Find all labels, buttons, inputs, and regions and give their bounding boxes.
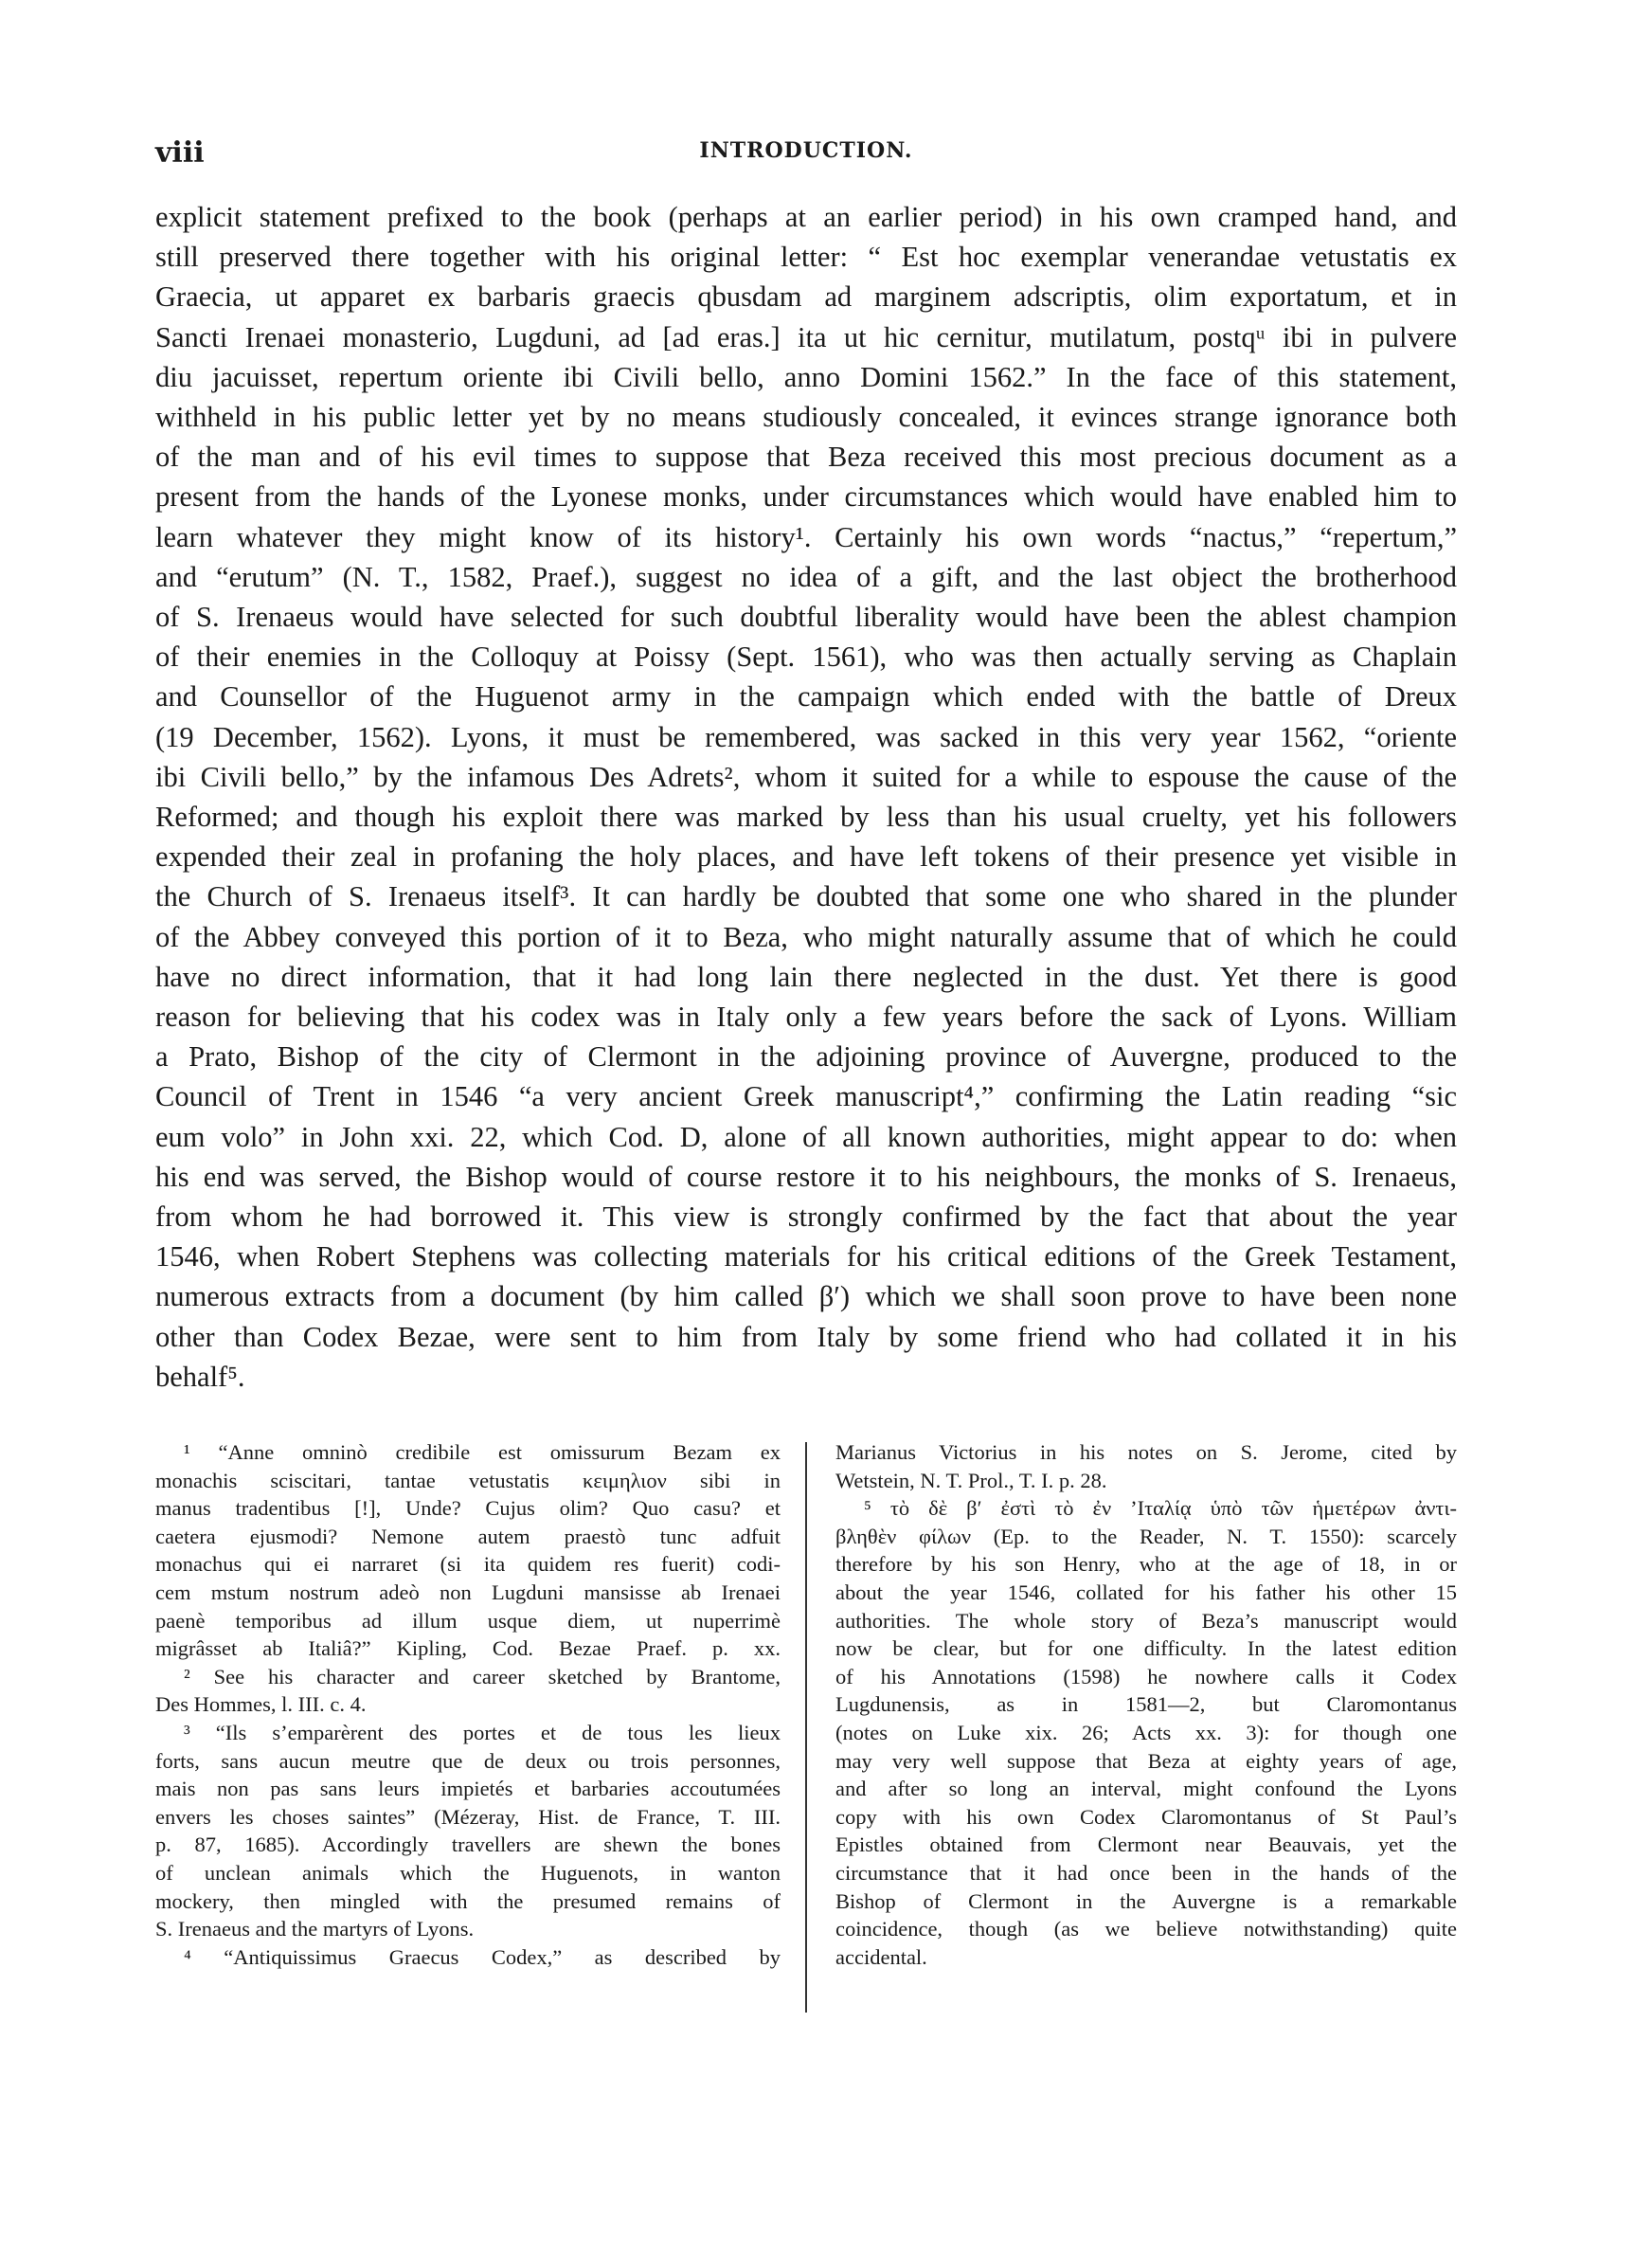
footnote-line: βληθὲν φίλων (Ep. to the Reader, N. T. 1550): scarcely [835,1524,1457,1548]
footnote-line: forts, sans aucun meutre que de deux ou trois personnes, [155,1748,781,1773]
footnote-line: mockery, then mingled with the presumed remains of [155,1888,781,1913]
body-line: other than Codex Bezae, were sent to him from Italy by some friend who had collated it in his [155,1320,1457,1353]
body-line: withheld in his public letter yet by no means studiously concealed, it evinces strange ignorance both [155,401,1457,434]
footnote-line: paenè temporibus ad illum usque diem, ut nuperrimè [155,1608,781,1633]
footnote-line: ⁵ τὸ δὲ β′ ἐστὶ τὸ ἐν ’Ιταλίᾳ ὑπὸ τῶν ἡμετέρων ἀντι- [864,1496,1457,1521]
body-line: a Prato, Bishop of the city of Clermont in the adjoining province of Auvergne, produced to the [155,1040,1457,1074]
body-line: 1546, when Robert Stephens was collecting materials for his critical editions of the Greek Testament, [155,1240,1457,1273]
body-line: of the Abbey conveyed this portion of it to Beza, who might naturally assume that of which he could [155,920,1457,953]
body-line: ibi Civili bello,” by the infamous Des Adrets², whom it suited for a while to espouse the cause of the [155,760,1457,793]
footnote-line: envers les choses saintes” (Mézeray, Hist. de France, T. III. [155,1804,781,1829]
body-line: from whom he had borrowed it. This view is strongly confirmed by the fact that about the year [155,1201,1457,1234]
footnotes [155,1438,1457,2026]
footnote-line: and after so long an interval, might confound the Lyons [835,1777,1457,1801]
footnote-line: monachis sciscitari, tantae vetustatis κειμηλιον sibi in [155,1468,781,1492]
footnote-line: copy with his own Codex Claromontanus of St Paul’s [835,1804,1457,1829]
footnote-line: Lugdunensis, as in 1581—2, but Claromontanus [835,1692,1457,1717]
footnote-line: caetera ejusmodi? Nemone autem praestò tunc adfuit [155,1524,781,1548]
footnote-line: ⁴ “Antiquissimus Graecus Codex,” as described by [184,1944,781,1969]
footnote-line: Marianus Victorius in his notes on S. Jerome, cited by [835,1440,1457,1464]
footnotes-right-column [835,1438,1457,1971]
body-line: Council of Trent in 1546 “a very ancient Greek manuscript⁴,” confirming the Latin reading “sic [155,1080,1457,1113]
footnote-line: Epistles obtained from Clermont near Beauvais, yet the [835,1833,1457,1857]
body-line: of S. Irenaeus would have selected for such doubtful liberality would have been the ablest champion [155,601,1457,634]
footnote-line: accidental. [835,1944,927,1969]
body-line: still preserved there together with his original letter: “ Est hoc exemplar venerandae vetustatis ex [155,241,1457,274]
body-line: his end was served, the Bishop would of course restore it to his neighbours, the monks of S. Irenaeus, [155,1160,1457,1193]
body-line: Sancti Irenaei monasterio, Lugduni, ad [ad eras.] ita ut hic cernitur, mutilatum, postqᵘ ibi in pulvere [155,320,1457,353]
footnote-line: Wetstein, N. T. Prol., T. I. p. 28. [835,1468,1107,1492]
footnote-line: of his Annotations (1598) he nowhere calls it Codex [835,1664,1457,1688]
footnote-line: monachus qui ei narraret (si ita quidem res fuerit) codi- [155,1552,781,1577]
footnote-line: migrâsset ab Italiâ?” Kipling, Cod. Bezae Praef. p. xx. [155,1636,781,1661]
body-line: the Church of S. Irenaeus itself³. It can hardly be doubted that some one who shared in the plunder [155,880,1457,913]
footnote-line: (notes on Luke xix. 26; Acts xx. 3): for though one [835,1720,1457,1744]
body-line: reason for believing that his codex was in Italy only a few years before the sack of Lyons. William [155,1001,1457,1034]
body-line: explicit statement prefixed to the book (perhaps at an earlier period) in his own cramped hand, and [155,201,1457,233]
main-text [155,197,1457,1397]
footnote-line: ³ “Ils s’emparèrent des portes et de tous les lieux [184,1720,781,1744]
footnote-line: manus tradentibus [!], Unde? Cujus olim? Quo casu? et [155,1496,781,1521]
body-line: behalf⁵. [155,1360,245,1393]
body-line: learn whatever they might know of its history¹. Certainly his own words “nactus,” “repertum,” [155,520,1457,553]
page-number: viii [155,136,205,170]
body-line: diu jacuisset, repertum oriente ibi Civili bello, anno Domini 1562.” In the face of this statement, [155,360,1457,393]
page-header [155,136,1457,174]
footnote-line: S. Irenaeus and the martyrs of Lyons. [155,1917,475,1941]
footnote-line: about the year 1546, collated for his father his other 15 [835,1580,1457,1604]
body-line: numerous extracts from a document (by him called β′) which we shall soon prove to have been none [155,1280,1457,1313]
body-line: expended their zeal in profaning the holy places, and have left tokens of their presence yet visible in [155,840,1457,874]
footnote-line: ² See his character and career sketched by Brantome, [184,1664,781,1688]
footnote-line: may very well suppose that Beza at eighty years of age, [835,1748,1457,1773]
footnote-line: cem mstum nostrum adeò non Lugduni mansisse ab Irenaei [155,1580,781,1604]
footnote-line: Des Hommes, l. III. c. 4. [155,1692,367,1717]
footnote-line: of unclean animals which the Huguenots, in wanton [155,1860,781,1885]
footnote-line: now be clear, but for one difficulty. In the latest edition [835,1636,1457,1661]
body-line: Reformed; and though his exploit there was marked by less than his usual cruelty, yet his followers [155,801,1457,834]
body-line: present from the hands of the Lyonese monks, under circumstances which would have enabled him to [155,480,1457,514]
footnote-line: coincidence, though (as we believe notwithstanding) quite [835,1917,1457,1941]
footnote-line: ¹ “Anne omninò credibile est omissurum Bezam ex [184,1440,781,1464]
running-head: INTRODUCTION. [699,138,913,163]
body-line: have no direct information, that it had long lain there neglected in the dust. Yet there is good [155,960,1457,993]
footnote-line: authorities. The whole story of Beza’s manuscript would [835,1608,1457,1633]
body-line: and Counsellor of the Huguenot army in the campaign which ended with the battle of Dreux [155,680,1457,713]
footnotes-left-column [155,1438,781,1971]
body-line: Graecia, ut apparet ex barbaris graecis qbusdam ad marginem adscriptis, olim exportatum, et in [155,280,1457,314]
body-line: eum volo” in John xxi. 22, which Cod. D, alone of all known authorities, might appear to do: when [155,1120,1457,1153]
column-divider [805,1442,807,2013]
body-line: of their enemies in the Colloquy at Poissy (Sept. 1561), who was then actually serving as Chaplain [155,641,1457,674]
footnote-line: Bishop of Clermont in the Auvergne is a remarkable [835,1888,1457,1913]
footnote-line: mais non pas sans leurs impietés et barbaries accoutumées [155,1777,781,1801]
footnote-line: therefore by his son Henry, who at the age of 18, in or [835,1552,1457,1577]
footnote-line: p. 87, 1685). Accordingly travellers are shewn the bones [155,1833,781,1857]
body-line: of the man and of his evil times to suppose that Beza received this most precious document as a [155,441,1457,474]
body-line: (19 December, 1562). Lyons, it must be remembered, was sacked in this very year 1562, “oriente [155,720,1457,753]
footnote-line: circumstance that it had once been in the hands of the [835,1860,1457,1885]
body-line: and “erutum” (N. T., 1582, Praef.), suggest no idea of a gift, and the last object the brotherhood [155,560,1457,593]
